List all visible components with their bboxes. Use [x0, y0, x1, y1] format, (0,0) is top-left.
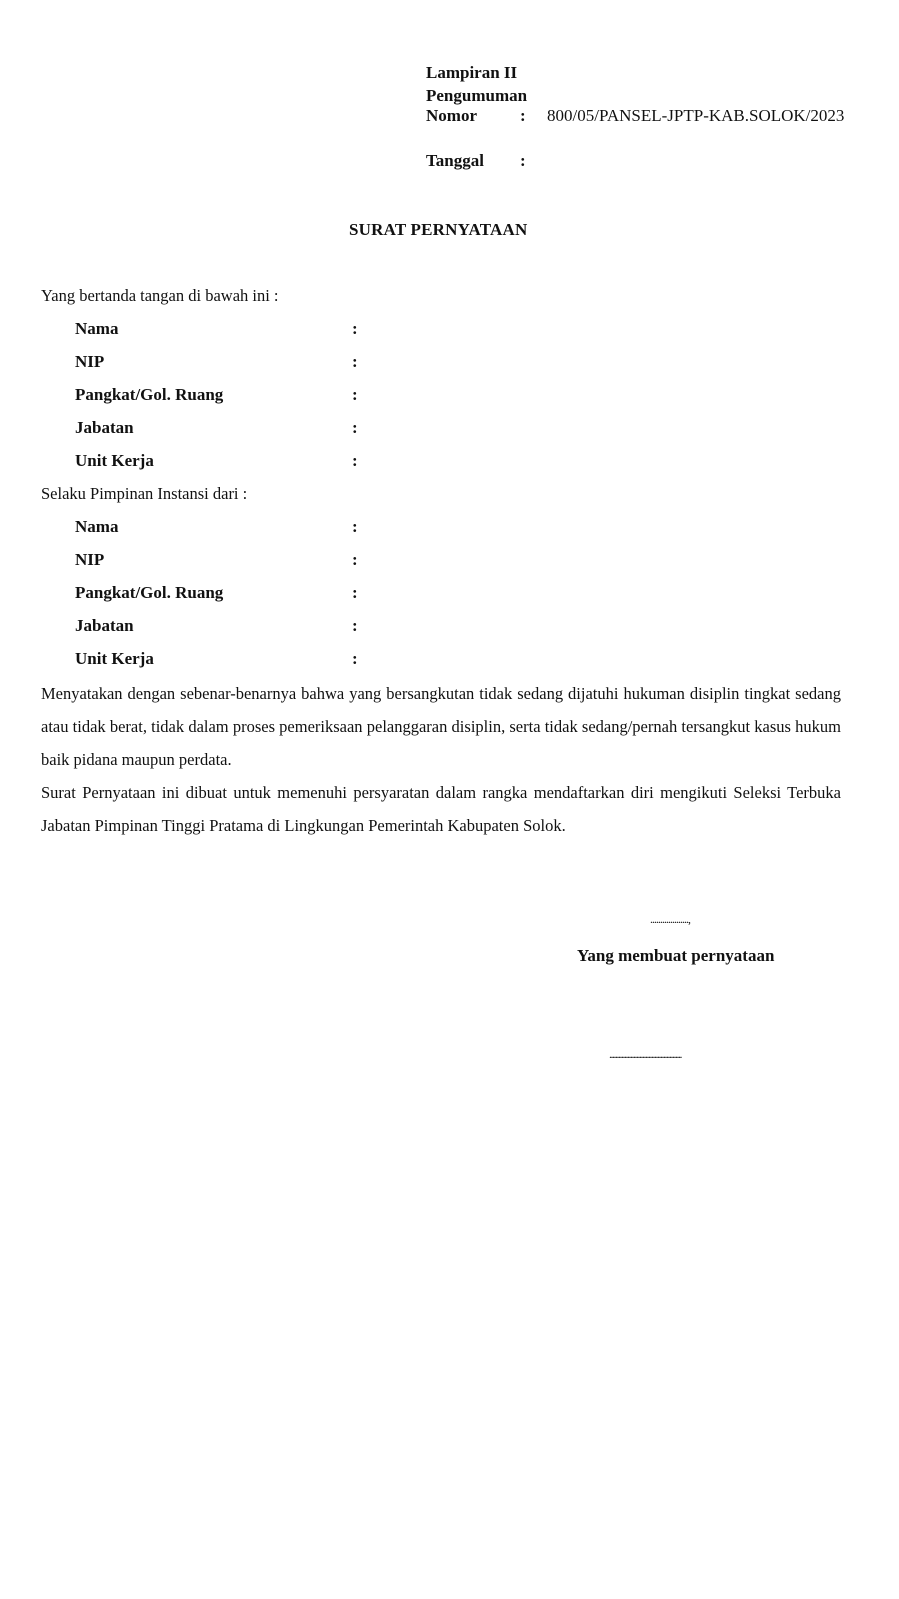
- field-separator: :: [352, 352, 358, 371]
- attachment-label: Lampiran II: [426, 63, 518, 82]
- date-label: Tanggal: [426, 151, 484, 170]
- signatory-label: Yang membuat pernyataan: [577, 946, 775, 965]
- field-separator: :: [352, 517, 358, 536]
- field-separator: :: [352, 583, 358, 602]
- field-separator: :: [352, 550, 358, 569]
- field-label-position: Jabatan: [75, 616, 134, 635]
- field-label-nip: NIP: [75, 352, 105, 371]
- field-separator: :: [352, 385, 358, 404]
- document-title: SURAT PERNYATAAN: [349, 220, 528, 239]
- number-label: Nomor: [426, 106, 477, 125]
- date-separator: :: [520, 151, 526, 170]
- field-label-work-unit: Unit Kerja: [75, 649, 154, 668]
- field-label-nip: NIP: [75, 550, 105, 569]
- field-separator: :: [352, 616, 358, 635]
- field-separator: :: [352, 451, 358, 470]
- field-label-rank: Pangkat/Gol. Ruang: [75, 385, 224, 404]
- announcement-label: Pengumuman: [426, 86, 528, 105]
- purpose-paragraph: Surat Pernyataan ini dibuat untuk memenuhi persyaratan dalam rangka mendaftarkan diri mengikuti Seleksi Terbuka Jabatan Pimpinan Tinggi Pratama di Lingkungan Pemerintah Kabupaten Solok.: [41, 783, 841, 835]
- field-separator: :: [352, 649, 358, 668]
- field-separator: :: [352, 319, 358, 338]
- intro-signatory: Yang bertanda tangan di bawah ini :: [41, 286, 279, 305]
- statement-paragraph: Menyatakan dengan sebenar-benarnya bahwa yang bersangkutan tidak sedang dijatuhi hukuman disiplin tingkat sedang atau tidak berat, tidak dalam proses pemeriksaan pelanggaran disiplin, serta tidak sedang/pernah tersangkut kasus hukum baik pidana maupun perdata.: [41, 684, 841, 769]
- intro-leader: Selaku Pimpinan Instansi dari :: [41, 484, 248, 503]
- field-label-rank: Pangkat/Gol. Ruang: [75, 583, 224, 602]
- field-label-name: Nama: [75, 319, 119, 338]
- field-separator: :: [352, 418, 358, 437]
- field-label-work-unit: Unit Kerja: [75, 451, 154, 470]
- field-label-name: Nama: [75, 517, 119, 536]
- number-separator: :: [520, 106, 526, 125]
- number-value: 800/05/PANSEL-JPTP-KAB.SOLOK/2023: [547, 106, 845, 125]
- place-date-line: ...................,: [650, 912, 690, 926]
- signature-name-line: ................................................: [609, 1047, 681, 1061]
- field-label-position: Jabatan: [75, 418, 134, 437]
